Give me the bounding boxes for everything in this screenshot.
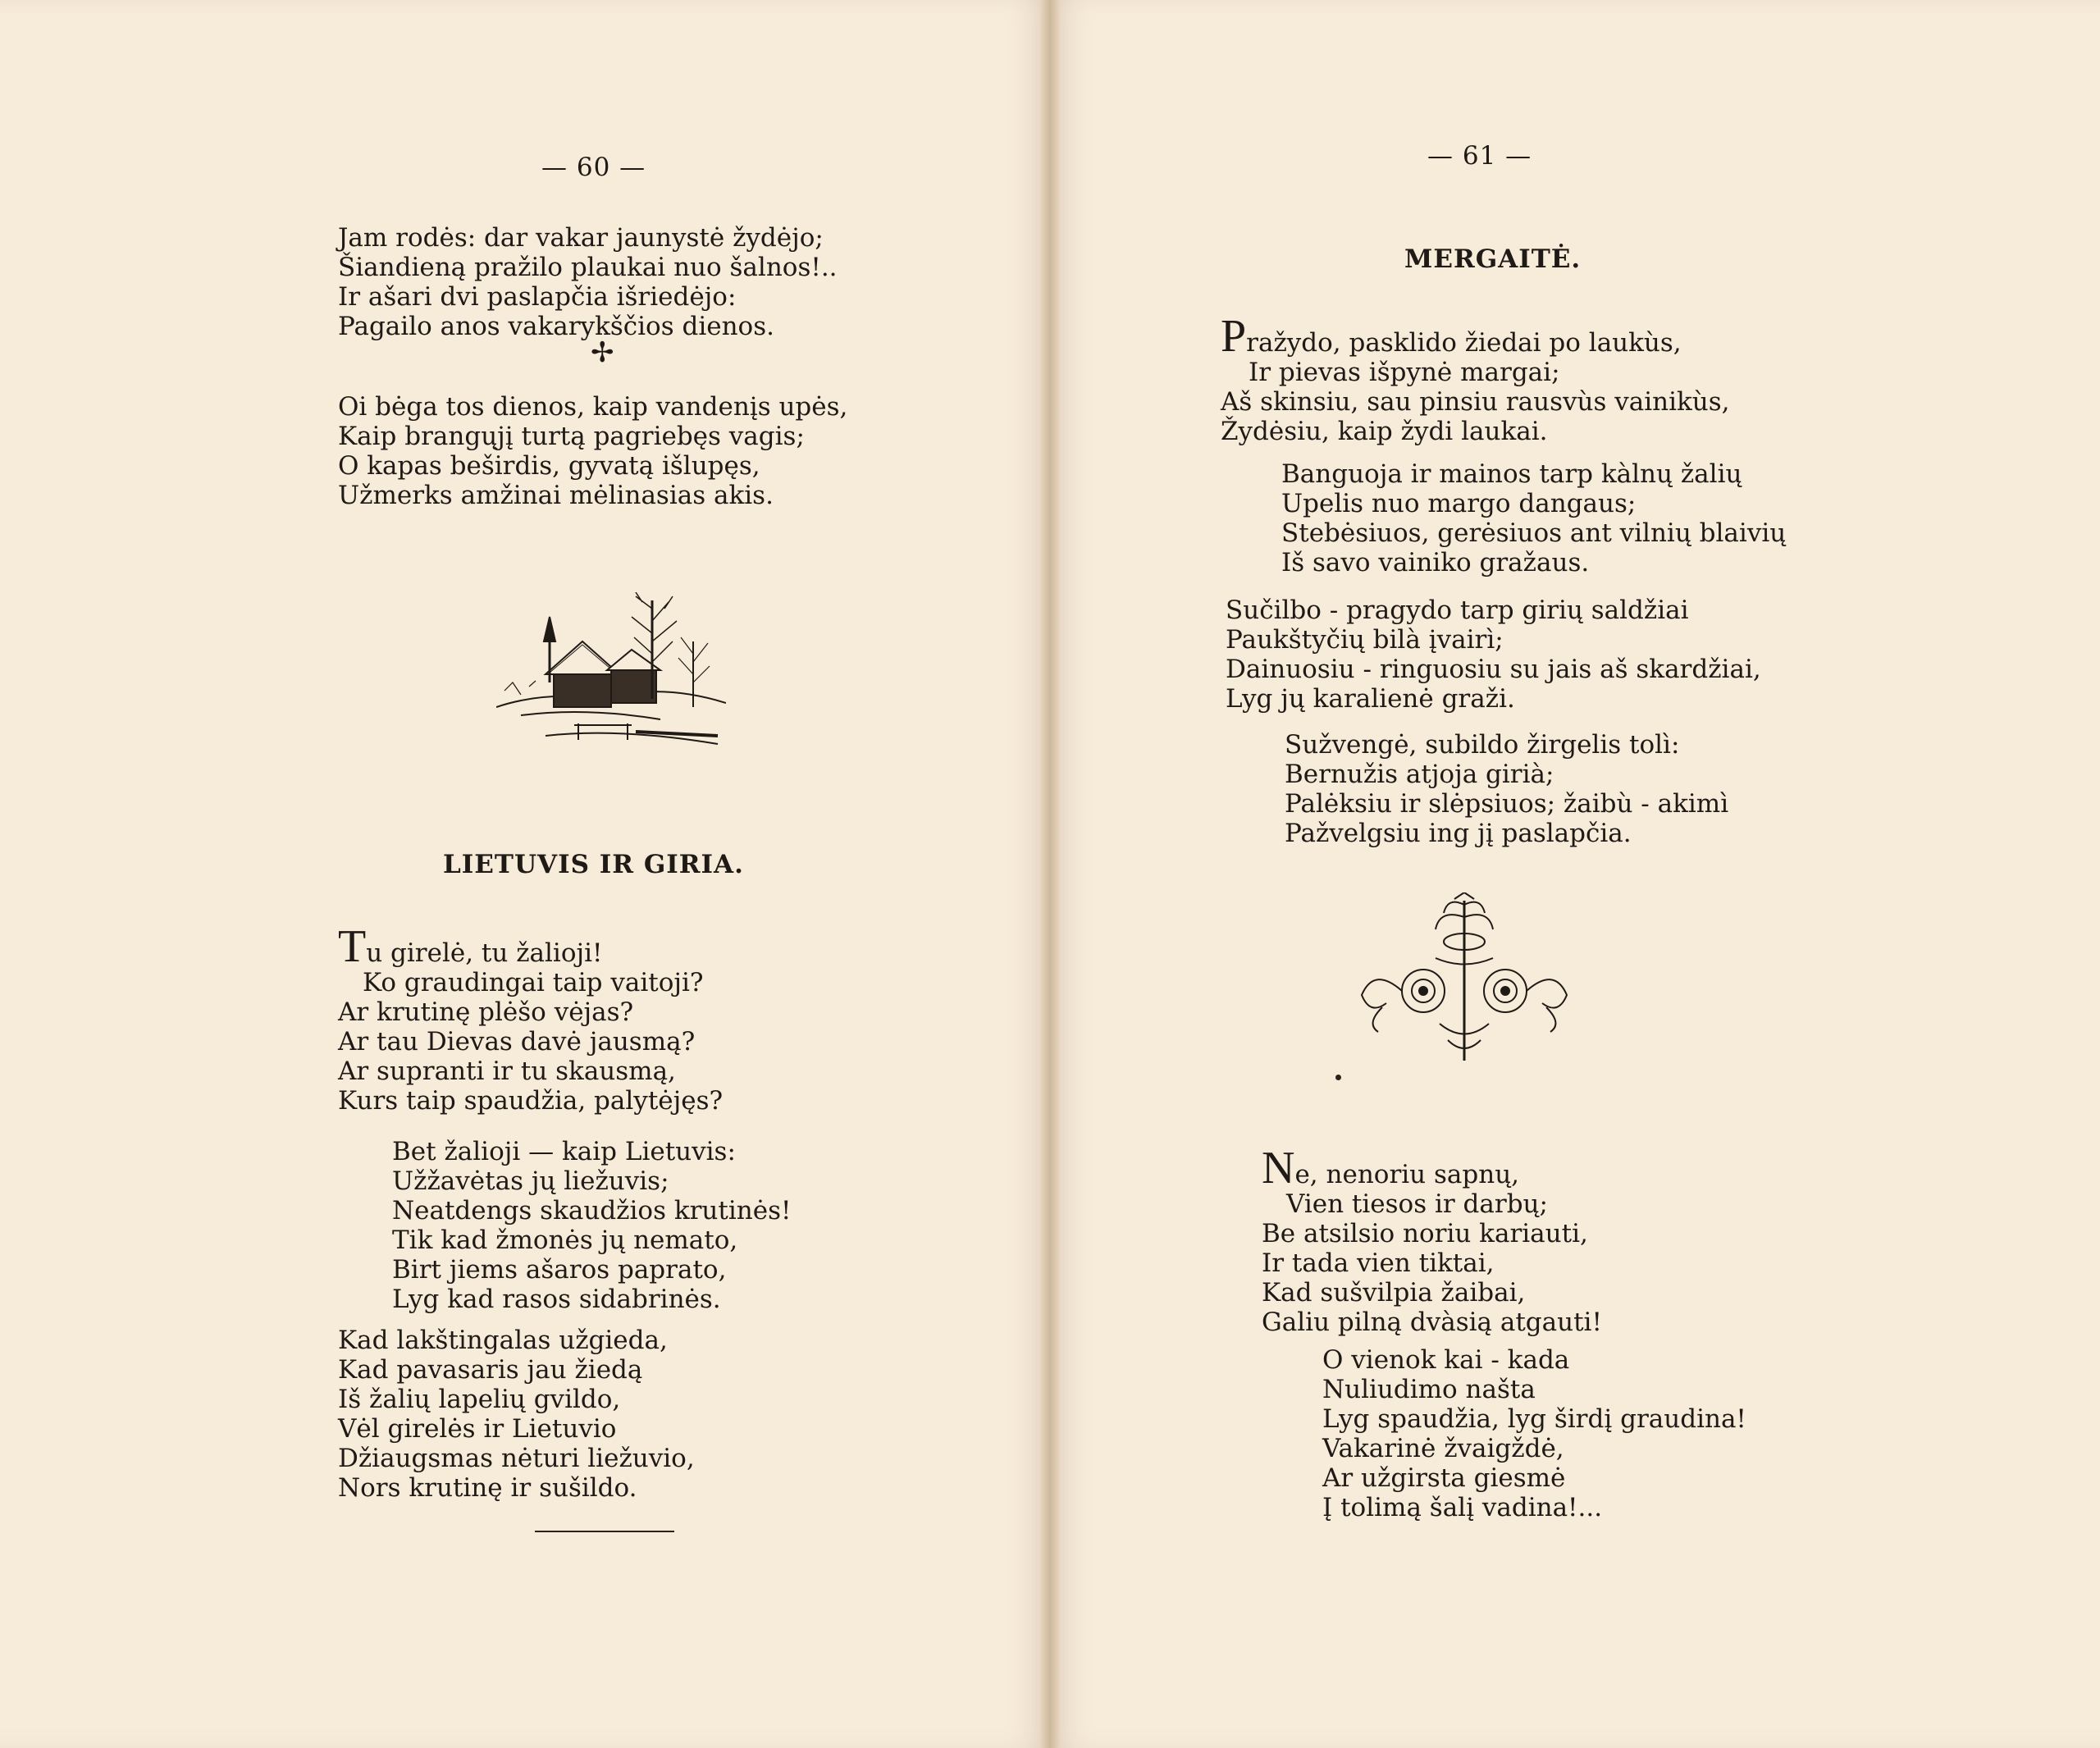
poem-line: O vienok kai - kada	[1322, 1345, 1570, 1375]
drop-cap: P	[1221, 311, 1247, 362]
poem-line: Šiandieną pražilo plaukai nuo šalnos!..	[338, 253, 838, 282]
poem-line: Užžavėtas jų liežuvis;	[392, 1166, 669, 1196]
winter-landscape-illustration	[496, 592, 726, 752]
poem-line: Lyg spaudžia, lyg širdį graudina!	[1322, 1404, 1746, 1434]
poem-line: Nuliudimo našta	[1322, 1375, 1536, 1404]
poem-line: Kurs taip spaudžia, palytėjęs?	[338, 1086, 724, 1116]
poem-line: Tik kad žmonės jų nemato,	[392, 1225, 738, 1255]
poem-line: Ne, nenoriu sapnų,	[1262, 1143, 1520, 1193]
page-number-right: — 61 —	[1427, 141, 1532, 171]
poem-line: Vien tiesos ir darbų;	[1286, 1189, 1548, 1219]
poem-stanza	[338, 392, 847, 510]
poem-stanza	[338, 223, 871, 341]
poem-line: Palėksiu ir slėpsiuos; žaibù - akimì	[1285, 789, 1729, 819]
poem-line: Banguoja ir mainos tarp kàlnų žalių	[1281, 459, 1742, 489]
poem-line: Neatdengs skaudžios krutinės!	[392, 1196, 792, 1225]
drop-cap: T	[338, 921, 367, 972]
poem-stanza	[1262, 1143, 1602, 1337]
poem-line: O kapas beširdis, gyvatą išlupęs,	[338, 451, 760, 481]
poem-line: Upelis nuo margo dangaus;	[1281, 489, 1637, 518]
poem-line: Ar tau Dievas davė jausmą?	[338, 1027, 696, 1057]
poem-line: Be atsilsio noriu kariauti,	[1262, 1219, 1588, 1248]
poem-stanza	[338, 921, 724, 1116]
poem-stanza	[338, 1326, 695, 1503]
poem-line: Ar užgirsta giesmė	[1322, 1463, 1566, 1493]
book-gutter	[1040, 0, 1060, 1748]
poem-line: Lyg jų karalienė graži.	[1226, 684, 1515, 714]
poem-line: Tu girelė, tu žalioji!	[338, 921, 603, 972]
poem-line: Džiaugsmas nėturi liežuvio,	[338, 1444, 695, 1473]
poem-stanza	[392, 1137, 791, 1314]
poem-line: Pražydo, pasklido žiedai po laukùs,	[1221, 311, 1682, 362]
poem-stanza	[1226, 596, 1761, 714]
poem-line: Žydėsiu, kaip žydi laukai.	[1221, 417, 1548, 446]
floral-ornament	[1358, 892, 1571, 1069]
poem-line: Oi bėga tos dienos, kaip vandenįs upės,	[338, 392, 848, 422]
poem-line: Nors krutinę ir sušildo.	[338, 1473, 637, 1503]
poem-line: Sučilbo - pragydo tarp girių saldžiai	[1226, 596, 1689, 625]
poem-title: LIETUVIS IR GIRIA.	[443, 850, 744, 879]
poem-stanza	[1221, 311, 1730, 446]
poem-line: Aš skinsiu, sau pinsiu rausvùs vainikùs,	[1221, 387, 1730, 417]
poem-stanza	[1281, 459, 1786, 577]
poem-stanza	[1285, 730, 1728, 848]
poem-line: Kaip brangųjį turtą pagriebęs vagis;	[338, 422, 805, 451]
poem-line: Užmerks amžinai mėlinasias akis.	[338, 481, 774, 510]
poem-line: Birt jiems ašaros paprato,	[392, 1255, 727, 1285]
poem-line: Sužvengė, subildo žirgelis tolì:	[1285, 730, 1680, 760]
poem-line: Iš savo vainiko gražaus.	[1281, 548, 1590, 577]
poem-line: Ko graudingai taip vaitoji?	[363, 968, 704, 997]
poem-line: Pažvelgsiu ing jį paslapčia.	[1285, 819, 1632, 848]
poem-line: Kad lakštingalas užgieda,	[338, 1326, 668, 1355]
poem-line: Į tolimą šalį vadina!...	[1322, 1493, 1603, 1522]
poem-line: Bet žalioji — kaip Lietuvis:	[392, 1137, 736, 1166]
page-number-left: — 60 —	[541, 153, 646, 182]
poem-line: Kad sušvilpia žaibai,	[1262, 1278, 1526, 1308]
poem-line: Bernužis atjoja girià;	[1285, 760, 1554, 789]
poem-line: Dainuosiu - ringuosiu su jais aš skardžiai,	[1226, 655, 1761, 684]
poem-line: Lyg kad rasos sidabrinės.	[392, 1285, 721, 1314]
poem-line: Ir ašari dvi paslapčia išriedėjo:	[338, 282, 737, 312]
poem-line: Kad pavasaris jau žiedą	[338, 1355, 643, 1385]
poem-line: Iš žalių lapelių gvildo,	[338, 1385, 621, 1414]
closing-rule	[535, 1531, 674, 1532]
poem-line: Ir tada vien tiktai,	[1262, 1248, 1495, 1278]
poem-line: Ir pievas išpynė margai;	[1249, 358, 1560, 387]
poem-line: Ar supranti ir tu skausmą,	[338, 1057, 676, 1086]
poem-line: Stebėsiuos, gerėsiuos ant vilnių blaivių	[1281, 518, 1787, 548]
poem-line: Vėl girelės ir Lietuvio	[338, 1414, 617, 1444]
poem-stanza	[1322, 1345, 1746, 1522]
poem-title: MERGAITĖ.	[1404, 244, 1582, 274]
poem-line: Pagailo anos vakarykščios dienos.	[338, 312, 774, 341]
poem-line: Ar krutinę plėšo vėjas?	[338, 997, 634, 1027]
poem-line: Galiu pilną dvàsią atgauti!	[1262, 1308, 1602, 1337]
stanza-separator: ✢	[591, 336, 614, 369]
ornament-dot	[1335, 1075, 1341, 1080]
poem-line: Vakarinė žvaigždė,	[1322, 1434, 1564, 1463]
poem-line: Paukštyčių bilà įvairì;	[1226, 625, 1504, 655]
drop-cap: N	[1262, 1143, 1295, 1193]
poem-line: Jam rodės: dar vakar jaunystė žydėjo;	[338, 223, 824, 253]
